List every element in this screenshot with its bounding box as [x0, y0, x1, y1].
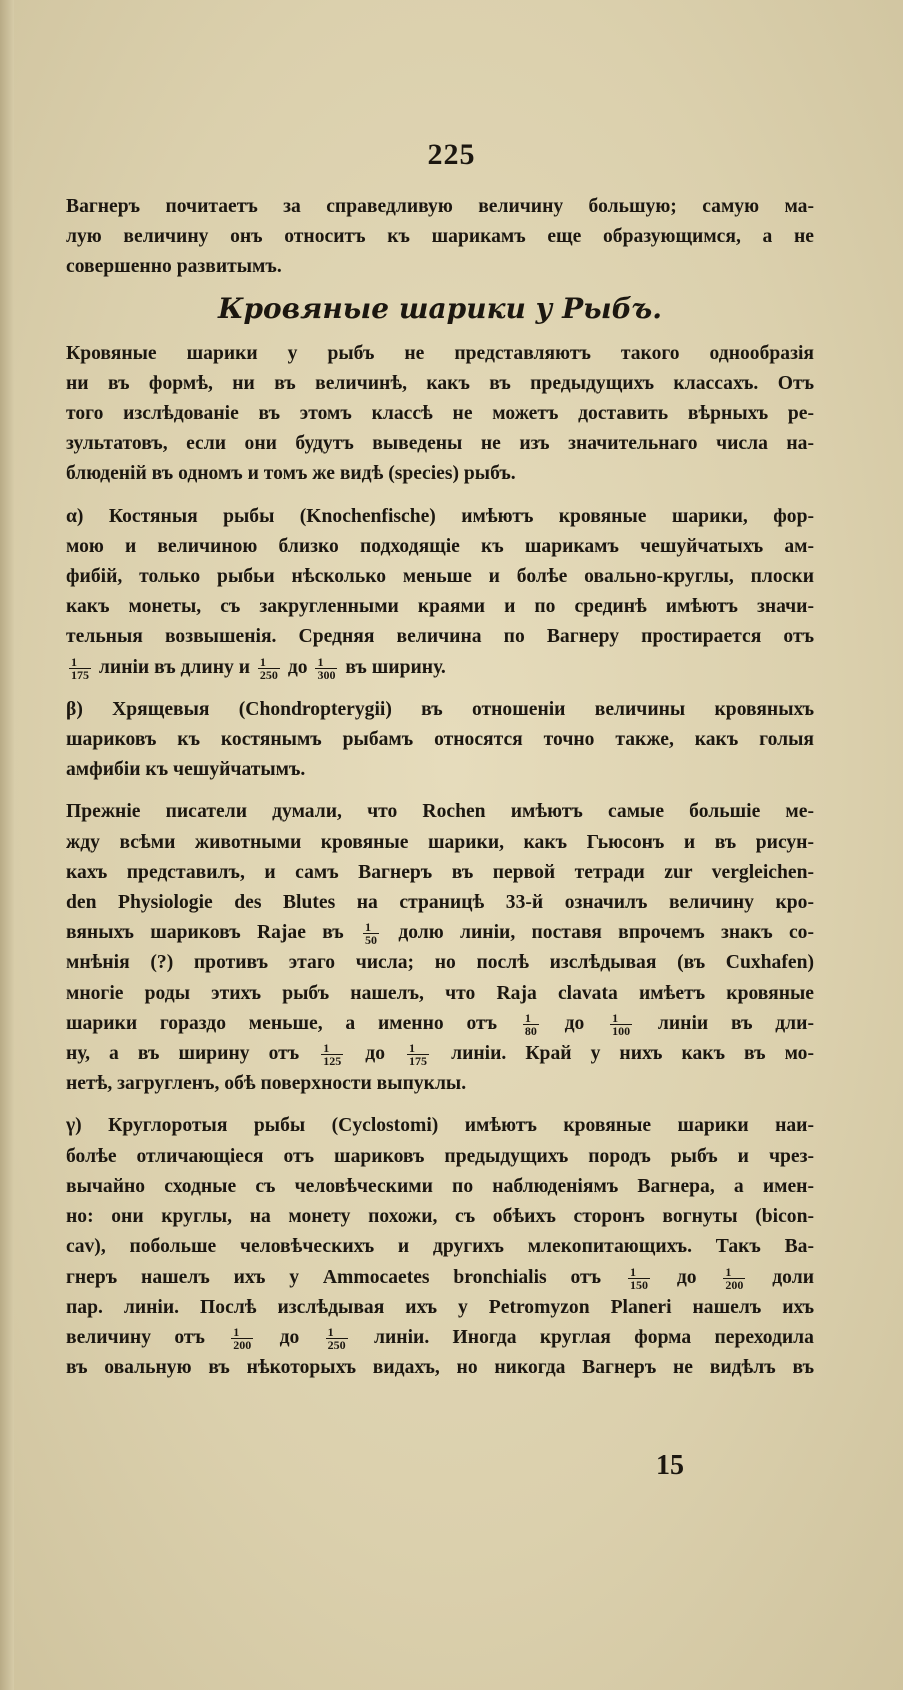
fraction: $\frac{1}{200}$	[233, 1324, 252, 1352]
fraction: $\frac{1}{150}$	[629, 1264, 648, 1292]
fraction: $\frac{1}{300}$	[317, 654, 336, 682]
paragraph-intro	[66, 192, 814, 283]
text-line: фибій, только рыбьи нѣсколько меньше и болѣе овально-круглы, плоски	[66, 566, 814, 588]
fraction-line: $\frac{1}{175}$ линіи въ длину и $\frac{1}{250}$ до $\frac{1}{300}$ въ ширину.	[71, 654, 446, 682]
text-line: пар. линіи. Послѣ изслѣдывая ихъ у Petromyzon Planeri нашелъ ихъ	[66, 1296, 814, 1318]
fraction: $\frac{1}{50}$	[365, 920, 378, 948]
fraction-line: ну, а въ ширину отъ $\frac{1}{125}$ до $\frac{1}{175}$ линіи. Край у нихъ какъ въ мо-	[66, 1041, 814, 1069]
fraction-line: гнеръ нашелъ ихъ у Ammocaetes bronchialis отъ $\frac{1}{150}$ до $\frac{1}{200}$ доли	[66, 1264, 814, 1292]
text-line: совершенно развитымъ.	[66, 256, 282, 278]
text-line: мнѣнія (?) противъ этаго числа; но послѣ изслѣдывая (въ Cuxhafen)	[66, 952, 814, 974]
paragraph-fish-blood	[66, 339, 814, 490]
fraction: $\frac{1}{125}$	[323, 1041, 342, 1069]
text-line: многіе роды этихъ рыбъ нашелъ, что Raja clavata имѣетъ кровяные	[66, 982, 814, 1004]
signature-mark: 15	[656, 1450, 684, 1481]
fraction: $\frac{1}{250}$	[327, 1324, 346, 1352]
fraction: $\frac{1}{80}$	[524, 1010, 537, 1038]
section-heading: Кровяные шарики у Рыбъ.	[218, 291, 662, 325]
fraction: $\frac{1}{200}$	[725, 1264, 744, 1292]
paragraph-alpha	[66, 502, 814, 683]
page-number: 225	[427, 138, 476, 171]
fraction-line: шарики гораздо меньше, а именно отъ $\frac{1}{80}$ до $\frac{1}{100}$ линіи въ дли-	[66, 1010, 814, 1038]
text-line: жду всѣми животными кровяные шарики, какъ Гьюсонъ и въ рисун-	[66, 831, 814, 853]
page-edge	[0, 0, 14, 1690]
paragraph-gamma	[66, 1111, 814, 1383]
text-line: но: они круглы, на монету похожи, съ обѣихъ сторонъ вогнуты (bicon-	[66, 1206, 814, 1228]
text-line: cav), побольше человѣческихъ и другихъ млекопитающихъ. Такъ Ва-	[66, 1236, 814, 1258]
text-line: какъ монеты, съ закругленными краями и по срединѣ имѣютъ значи-	[66, 596, 814, 618]
text-line: мою и величиною близко подходящіе къ шарикамъ чешуйчатыхъ ам-	[66, 535, 814, 557]
text-line: амфибіи къ чешуйчатымъ.	[66, 759, 306, 781]
text-line: γ) Круглоротыя рыбы (Cyclostomi) имѣютъ кровяные шарики наи-	[66, 1115, 814, 1137]
text-line: лую величину онъ относитъ къ шарикамъ еще образующимся, а не	[66, 226, 814, 248]
text-line: кахъ представилъ, и самъ Вагнеръ въ первой тетради zur vergleichen-	[66, 861, 814, 883]
text-line: β) Хрящевыя (Chondropterygii) въ отношеніи величины кровяныхъ	[66, 698, 814, 720]
text-line: шариковъ къ костянымъ рыбамъ относятся точно также, какъ голыя	[66, 729, 814, 751]
fraction-line: вяныхъ шариковъ Rajae въ $\frac{1}{50}$ долю линіи, поставя впрочемъ знакъ со-	[66, 920, 814, 948]
fraction: $\frac{1}{100}$	[612, 1010, 631, 1038]
fraction: $\frac{1}{175}$	[409, 1041, 428, 1069]
fraction-line: величину отъ $\frac{1}{200}$ до $\frac{1}{250}$ линіи. Иногда круглая форма переходила	[66, 1324, 814, 1352]
text-line: нетѣ, загругленъ, обѣ поверхности выпуклы.	[66, 1073, 467, 1095]
text-line: того изслѣдованіе въ этомъ классѣ не можетъ доставить вѣрныхъ ре-	[66, 403, 814, 425]
text-line: тельныя возвышенія. Средняя величина по Вагнеру простирается отъ	[66, 626, 814, 648]
text-line: ни въ формѣ, ни въ величинѣ, какъ въ предыдущихъ классахъ. Отъ	[66, 372, 814, 394]
text-line: зультатовъ, если они будутъ выведены не изъ значительнаго числа на-	[66, 433, 814, 455]
text-line: въ овальную въ нѣкоторыхъ видахъ, но никогда Вагнеръ не видѣлъ въ	[66, 1357, 814, 1379]
paragraph-rochen	[66, 797, 814, 1099]
text-line: Вагнеръ почитаетъ за справедливую величину большую; самую ма-	[66, 196, 814, 217]
fraction: $\frac{1}{250}$	[259, 654, 278, 682]
text-line: den Physiologie des Blutes на страницѣ 33-й означилъ величину кро-	[66, 892, 814, 914]
page-text	[66, 192, 814, 1383]
text-line: блюденій въ одномъ и томъ же видѣ (species) рыбъ.	[66, 463, 516, 485]
fraction: $\frac{1}{175}$	[71, 654, 89, 682]
text-line: Прежніе писатели думали, что Rochen имѣютъ самые большіе ме-	[66, 801, 814, 823]
paragraph-beta	[66, 695, 814, 786]
text-line: Кровяные шарики у рыбъ не представляютъ такого однообразія	[66, 342, 814, 364]
text-line: вычайно сходные съ человѣческими по наблюденіямъ Вагнера, а имен-	[66, 1175, 814, 1197]
text-line: болѣе отличающіеся отъ шариковъ предыдущихъ породъ рыбъ и чрез-	[66, 1145, 814, 1167]
text-line: α) Костяныя рыбы (Knochenfische) имѣютъ кровяные шарики, фор-	[66, 505, 814, 527]
